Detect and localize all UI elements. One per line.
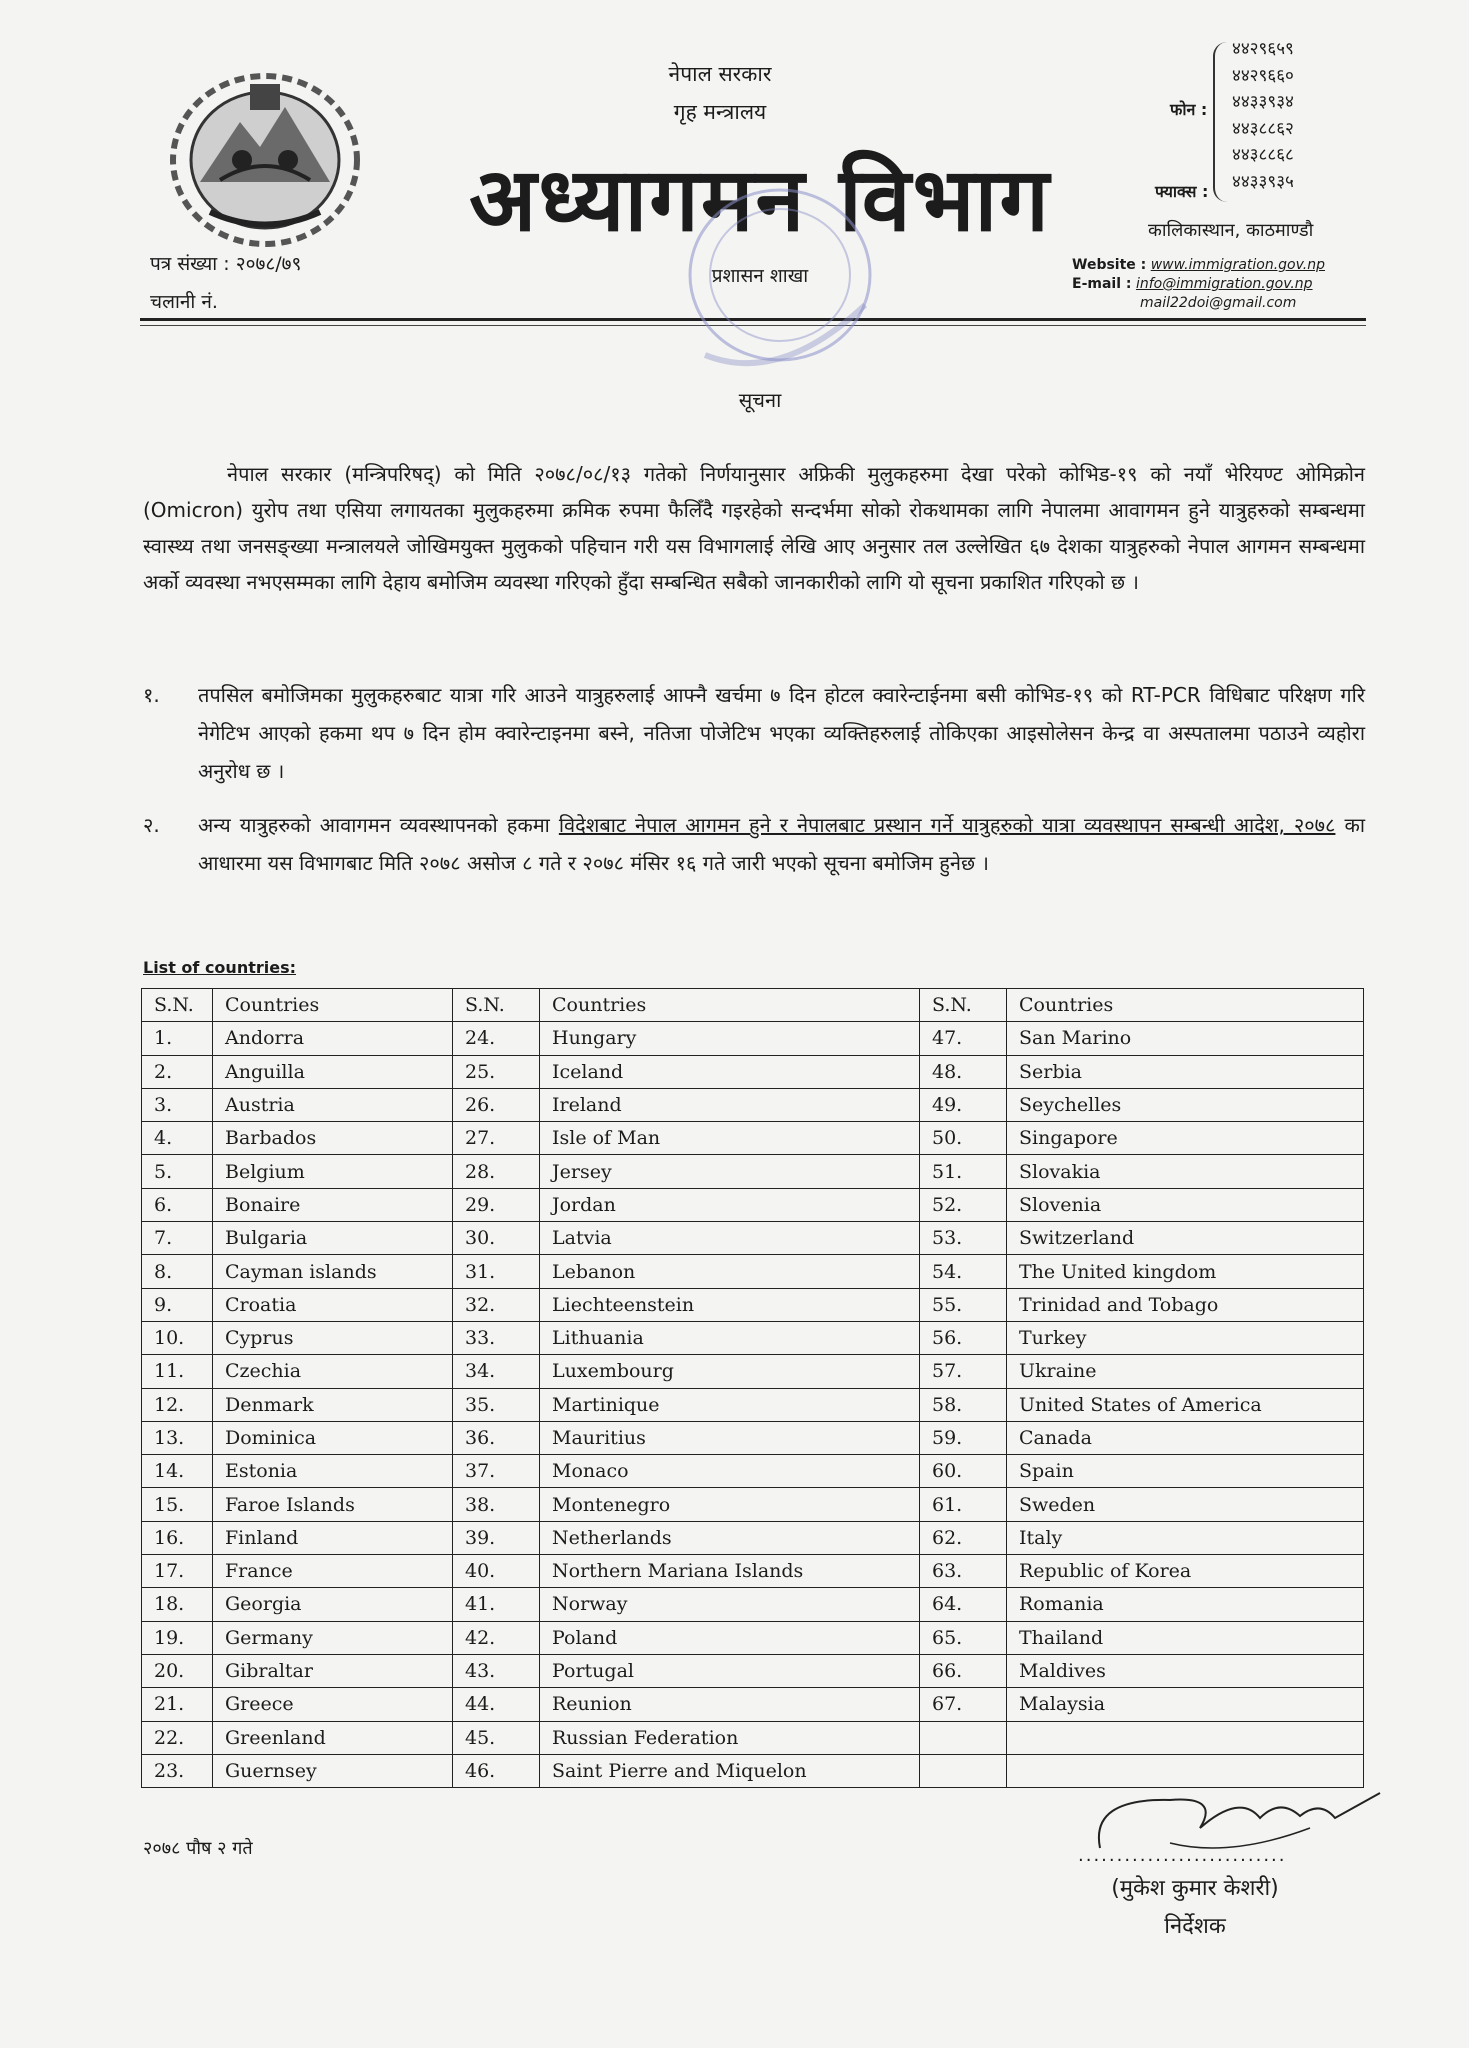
- table-header-row: [142, 989, 1364, 1022]
- web-contacts: [1072, 256, 1325, 294]
- country-cell: Czechia: [213, 1355, 453, 1388]
- order-reference: विदेशबाट नेपाल आगमन हुने र नेपालबाट प्रस्थान गर्ने यात्रुहरुको यात्रा व्यवस्थापन सम्बन्धी आदेश, २०७८: [558, 813, 1336, 837]
- sn-cell: 53.: [920, 1222, 1007, 1255]
- signature-icon: [1080, 1788, 1410, 1883]
- sn-cell: 5.: [142, 1155, 213, 1188]
- country-cell: Bonaire: [213, 1188, 453, 1221]
- sn-cell: 60.: [920, 1455, 1007, 1488]
- sn-cell: 55.: [920, 1288, 1007, 1321]
- country-cell: Jersey: [540, 1155, 920, 1188]
- country-cell: Barbados: [213, 1122, 453, 1155]
- table-row: [142, 1288, 1364, 1321]
- country-cell: Sweden: [1007, 1488, 1364, 1521]
- sn-cell: 38.: [453, 1488, 540, 1521]
- country-cell: The United kingdom: [1007, 1255, 1364, 1288]
- country-cell: Romania: [1007, 1588, 1364, 1621]
- sn-cell: 57.: [920, 1355, 1007, 1388]
- email-link[interactable]: info@immigration.gov.np: [1135, 276, 1313, 292]
- sn-cell: 14.: [142, 1455, 213, 1488]
- sn-cell: 28.: [453, 1155, 540, 1188]
- table-row: [142, 1188, 1364, 1221]
- column-header-sn: S.N.: [142, 989, 213, 1022]
- sn-cell: 58.: [920, 1388, 1007, 1421]
- nepal-emblem-icon: [160, 62, 370, 252]
- list-label: List of countries:: [143, 958, 296, 977]
- sn-cell: 1.: [142, 1022, 213, 1055]
- sn-cell: 16.: [142, 1521, 213, 1554]
- sn-cell: 19.: [142, 1621, 213, 1654]
- sn-cell: [920, 1721, 1007, 1754]
- phone-list: [1232, 36, 1294, 195]
- sn-cell: 36.: [453, 1421, 540, 1454]
- table-row: [142, 1754, 1364, 1787]
- sn-cell: 62.: [920, 1521, 1007, 1554]
- item-number: १.: [143, 683, 160, 707]
- country-cell: Montenegro: [540, 1488, 920, 1521]
- sn-cell: 29.: [453, 1188, 540, 1221]
- sn-cell: 31.: [453, 1255, 540, 1288]
- country-cell: Poland: [540, 1621, 920, 1654]
- sn-cell: 46.: [453, 1754, 540, 1787]
- column-header-countries: Countries: [540, 989, 920, 1022]
- signatory-name: (मुकेश कुमार केशरी): [1111, 1876, 1279, 1901]
- country-cell: Guernsey: [213, 1754, 453, 1787]
- sn-cell: 26.: [453, 1088, 540, 1121]
- sn-cell: 52.: [920, 1188, 1007, 1221]
- sn-cell: 41.: [453, 1588, 540, 1621]
- sn-cell: 22.: [142, 1721, 213, 1754]
- signatory-title: निर्देशक: [1164, 1914, 1226, 1939]
- sn-cell: 11.: [142, 1355, 213, 1388]
- country-cell: Estonia: [213, 1455, 453, 1488]
- sn-cell: 12.: [142, 1388, 213, 1421]
- sn-cell: 4.: [142, 1122, 213, 1155]
- country-cell: Portugal: [540, 1654, 920, 1687]
- sn-cell: 61.: [920, 1488, 1007, 1521]
- country-cell: Serbia: [1007, 1055, 1364, 1088]
- country-cell: Ireland: [540, 1088, 920, 1121]
- country-cell: Andorra: [213, 1022, 453, 1055]
- sn-cell: 27.: [453, 1122, 540, 1155]
- sn-cell: 25.: [453, 1055, 540, 1088]
- signature-line: ...........................: [1078, 1845, 1287, 1866]
- table-row: [142, 1421, 1364, 1454]
- sn-cell: 45.: [453, 1721, 540, 1754]
- table-row: [142, 1555, 1364, 1588]
- phone-number: ४४३८८६८: [1232, 145, 1294, 165]
- country-cell: [1007, 1721, 1364, 1754]
- sn-cell: 44.: [453, 1688, 540, 1721]
- sn-cell: [920, 1754, 1007, 1787]
- sn-cell: 24.: [453, 1022, 540, 1055]
- table-row: [142, 1321, 1364, 1354]
- country-cell: Slovakia: [1007, 1155, 1364, 1188]
- item-text-before: अन्य यात्रुहरुको आवागमन व्यवस्थापनको हकमा: [198, 813, 550, 837]
- table-row: [142, 1088, 1364, 1121]
- country-cell: Finland: [213, 1521, 453, 1554]
- website-link[interactable]: www.immigration.gov.np: [1150, 257, 1325, 273]
- sn-cell: 42.: [453, 1621, 540, 1654]
- sn-cell: 13.: [142, 1421, 213, 1454]
- table-row: [142, 1055, 1364, 1088]
- table-row: [142, 1455, 1364, 1488]
- country-cell: Singapore: [1007, 1122, 1364, 1155]
- sn-cell: 66.: [920, 1654, 1007, 1687]
- column-header-countries: Countries: [213, 989, 453, 1022]
- dispatch-number: चलानी नं.: [150, 291, 218, 313]
- country-cell: United States of America: [1007, 1388, 1364, 1421]
- sn-cell: 2.: [142, 1055, 213, 1088]
- country-cell: Austria: [213, 1088, 453, 1121]
- sn-cell: 3.: [142, 1088, 213, 1121]
- country-cell: Germany: [213, 1621, 453, 1654]
- sn-cell: 59.: [920, 1421, 1007, 1454]
- sn-cell: 30.: [453, 1222, 540, 1255]
- table-row: [142, 1588, 1364, 1621]
- country-cell: Malaysia: [1007, 1688, 1364, 1721]
- sn-cell: 34.: [453, 1355, 540, 1388]
- country-cell: Mauritius: [540, 1421, 920, 1454]
- country-cell: Netherlands: [540, 1521, 920, 1554]
- country-cell: Italy: [1007, 1521, 1364, 1554]
- country-cell: Russian Federation: [540, 1721, 920, 1754]
- sn-cell: 50.: [920, 1122, 1007, 1155]
- sn-cell: 40.: [453, 1555, 540, 1588]
- country-cell: Bulgaria: [213, 1222, 453, 1255]
- phone-number: ४४२९६६०: [1232, 65, 1294, 86]
- letter-number: पत्र संख्या : २०७८/७९: [150, 253, 302, 275]
- country-cell: Martinique: [540, 1388, 920, 1421]
- country-cell: Trinidad and Tobago: [1007, 1288, 1364, 1321]
- phone-number: ४४२९६५९: [1232, 39, 1294, 59]
- country-cell: Cyprus: [213, 1321, 453, 1354]
- country-cell: Seychelles: [1007, 1088, 1364, 1121]
- item-text: [198, 806, 1365, 882]
- country-cell: Anguilla: [213, 1055, 453, 1088]
- phone-label: फोन :: [1170, 100, 1208, 119]
- sn-cell: 20.: [142, 1654, 213, 1687]
- branch-name: प्रशासन शाखा: [711, 265, 809, 287]
- country-cell: Isle of Man: [540, 1122, 920, 1155]
- government-name: नेपाल सरकार: [668, 62, 772, 86]
- country-cell: Lebanon: [540, 1255, 920, 1288]
- country-cell: Jordan: [540, 1188, 920, 1221]
- column-header-sn: S.N.: [453, 989, 540, 1022]
- country-cell: Dominica: [213, 1421, 453, 1454]
- column-header-countries: Countries: [1007, 989, 1364, 1022]
- country-cell: Denmark: [213, 1388, 453, 1421]
- notice-paragraph: नेपाल सरकार (मन्त्रिपरिषद्) को मिति २०७८/०८/१३ गतेको निर्णयानुसार अफ्रिकी मुलुकहरुमा देखा परेको कोभिड-१९ को नयाँ भेरियण्ट ओमिक्रोन (Omicron) युरोप तथा एसिया लगायतका मुलुकहरुमा क्रमिक रुपमा फैलिँदै गइरहेको सन्दर्भमा सोको रोकथामका लागि नेपालमा आवागमन हुने यात्रुहरुको सम्बन्धमा स्वास्थ्य तथा जनसङ्ख्या मन्त्रालयले जोखिमयुक्त मुलुकको पहिचान गरी यस विभागलाई लेखि आए अनुसार तल उल्लेखित ६७ देशका यात्रुहरुको नेपाल आगमन सम्बन्धमा अर्को व्यवस्था नभएसम्मका लागि देहाय बमोजिम व्यवस्था गरिएको हुँदा सम्बन्धित सबैको जानकारीको लागि यो सूचना प्रकाशित गरिएको छ ।: [143, 462, 1365, 594]
- table-row: [142, 1222, 1364, 1255]
- country-cell: Hungary: [540, 1022, 920, 1055]
- sn-cell: 49.: [920, 1088, 1007, 1121]
- country-cell: Canada: [1007, 1421, 1364, 1454]
- table-row: [142, 1721, 1364, 1754]
- sn-cell: 65.: [920, 1621, 1007, 1654]
- country-cell: Cayman islands: [213, 1255, 453, 1288]
- country-cell: Iceland: [540, 1055, 920, 1088]
- issue-date: २०७८ पौष २ गते: [143, 1838, 253, 1859]
- table-row: [142, 1355, 1364, 1388]
- sn-cell: 67.: [920, 1688, 1007, 1721]
- sn-cell: 64.: [920, 1588, 1007, 1621]
- country-cell: Saint Pierre and Miquelon: [540, 1754, 920, 1787]
- website-label: Website :: [1072, 257, 1147, 273]
- sn-cell: 48.: [920, 1055, 1007, 1088]
- sn-cell: 8.: [142, 1255, 213, 1288]
- country-cell: Slovenia: [1007, 1188, 1364, 1221]
- table-row: [142, 1521, 1364, 1554]
- sn-cell: 54.: [920, 1255, 1007, 1288]
- ministry-name: गृह मन्त्रालय: [673, 100, 767, 124]
- country-cell: Northern Mariana Islands: [540, 1555, 920, 1588]
- table-row: [142, 1022, 1364, 1055]
- notice-title: सूचना: [738, 388, 782, 412]
- table-row: [142, 1688, 1364, 1721]
- sn-cell: 23.: [142, 1754, 213, 1787]
- country-cell: Maldives: [1007, 1654, 1364, 1687]
- table-row: [142, 1488, 1364, 1521]
- country-cell: Gibraltar: [213, 1654, 453, 1687]
- country-cell: Turkey: [1007, 1321, 1364, 1354]
- sn-cell: 18.: [142, 1588, 213, 1621]
- country-cell: Luxembourg: [540, 1355, 920, 1388]
- item-text-after: का आधारमा यस विभागबाट मिति २०७८ असोज ८ गते र २०७८ मंसिर १६ गते जारी भएको सूचना बमोजिम हुनेछ ।: [198, 813, 1365, 875]
- sn-cell: 43.: [453, 1654, 540, 1687]
- country-cell: Norway: [540, 1588, 920, 1621]
- country-cell: Thailand: [1007, 1621, 1364, 1654]
- email-label: E-mail :: [1072, 276, 1132, 292]
- sn-cell: 6.: [142, 1188, 213, 1221]
- sn-cell: 33.: [453, 1321, 540, 1354]
- sn-cell: 21.: [142, 1688, 213, 1721]
- sn-cell: 10.: [142, 1321, 213, 1354]
- fax-label: फ्याक्स :: [1155, 182, 1209, 201]
- sn-cell: 35.: [453, 1388, 540, 1421]
- sn-cell: 7.: [142, 1222, 213, 1255]
- country-cell: Greece: [213, 1688, 453, 1721]
- country-cell: Lithuania: [540, 1321, 920, 1354]
- countries-table: [141, 988, 1364, 1788]
- fax-number: ४४३३९३५: [1232, 171, 1294, 192]
- country-cell: Faroe Islands: [213, 1488, 453, 1521]
- table-row: [142, 1255, 1364, 1288]
- country-cell: Belgium: [213, 1155, 453, 1188]
- country-cell: Greenland: [213, 1721, 453, 1754]
- phone-number: ४४३३९३४: [1232, 92, 1294, 112]
- sn-cell: 15.: [142, 1488, 213, 1521]
- notice-item-2: [143, 806, 1365, 926]
- phone-number: ४४३८८६२: [1232, 118, 1294, 139]
- country-cell: [1007, 1754, 1364, 1787]
- email-secondary[interactable]: mail22doi@gmail.com: [1140, 295, 1297, 311]
- brace-divider: [1213, 42, 1227, 202]
- sn-cell: 63.: [920, 1555, 1007, 1588]
- office-address: कालिकास्थान, काठमाण्डौ: [1148, 220, 1314, 241]
- sn-cell: 39.: [453, 1521, 540, 1554]
- sn-cell: 56.: [920, 1321, 1007, 1354]
- sn-cell: 37.: [453, 1455, 540, 1488]
- item-number: २.: [143, 813, 160, 837]
- country-cell: Georgia: [213, 1588, 453, 1621]
- country-cell: Monaco: [540, 1455, 920, 1488]
- sn-cell: 47.: [920, 1022, 1007, 1055]
- table-row: [142, 1654, 1364, 1687]
- country-cell: Croatia: [213, 1288, 453, 1321]
- country-cell: France: [213, 1555, 453, 1588]
- country-cell: Republic of Korea: [1007, 1555, 1364, 1588]
- office-stamp-icon: [665, 155, 895, 405]
- country-cell: San Marino: [1007, 1022, 1364, 1055]
- table-row: [142, 1621, 1364, 1654]
- table-row: [142, 1155, 1364, 1188]
- notice-item-1: [143, 676, 1365, 796]
- country-cell: Latvia: [540, 1222, 920, 1255]
- column-header-sn: S.N.: [920, 989, 1007, 1022]
- sn-cell: 32.: [453, 1288, 540, 1321]
- table-row: [142, 1122, 1364, 1155]
- department-title: अध्यागमन विभाग: [469, 148, 1051, 251]
- country-cell: Ukraine: [1007, 1355, 1364, 1388]
- sn-cell: 51.: [920, 1155, 1007, 1188]
- country-cell: Liechteenstein: [540, 1288, 920, 1321]
- item-text: तपसिल बमोजिमका मुलुकहरुबाट यात्रा गरि आउने यात्रुहरुलाई आफ्नै खर्चमा ७ दिन होटल क्वारेन्टाईनमा बसी कोभिड-१९ को RT-PCR विधिबाट परिक्षण गरि नेगेटिभ आएको हकमा थप ७ दिन होम क्वारेन्टाइनमा बस्ने, नतिजा पोजेटिभ भएका व्यक्तिहरुलाई तोकिएका आइसोलेसन केन्द्र वा अस्पतालमा पठाउने व्यहोरा अनुरोध छ ।: [198, 683, 1365, 783]
- country-cell: Switzerland: [1007, 1222, 1364, 1255]
- sn-cell: 9.: [142, 1288, 213, 1321]
- table-row: [142, 1388, 1364, 1421]
- country-cell: Spain: [1007, 1455, 1364, 1488]
- sn-cell: 17.: [142, 1555, 213, 1588]
- country-cell: Reunion: [540, 1688, 920, 1721]
